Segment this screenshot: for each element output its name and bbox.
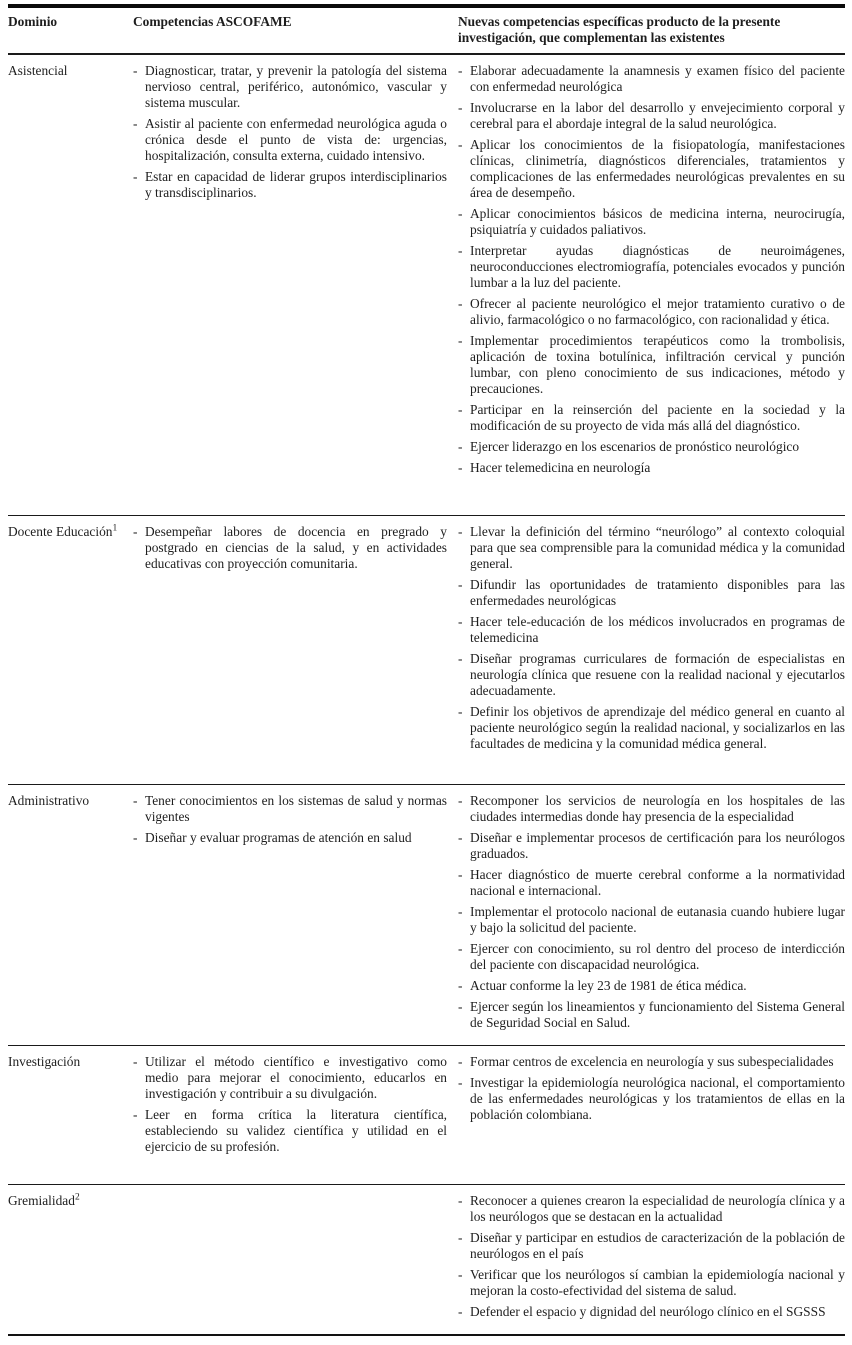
nuevas-cell-investigacion bbox=[447, 1054, 845, 1178]
domain-cell-asistencial bbox=[8, 63, 133, 509]
domain-cell-docente-educacion bbox=[8, 524, 133, 778]
nuevas-cell-gremialidad bbox=[447, 1193, 845, 1324]
header-dominio: Dominio bbox=[8, 14, 58, 29]
competency-item: - Investigar la epidemiología neurológica nacional, el comportamiento de las enfermedades neurológicas y los tratamientos de ellas en la población colombiana. bbox=[458, 1075, 845, 1123]
competency-item: - Elaborar adecuadamente la anamnesis y examen físico del paciente con enfermedad neurológica bbox=[458, 63, 845, 95]
competency-item: - Implementar el protocolo nacional de eutanasia cuando hubiere lugar y bajo la solicitud del paciente. bbox=[458, 904, 845, 936]
table-row-investigacion bbox=[8, 1045, 845, 1184]
domain-cell-investigacion bbox=[8, 1054, 133, 1178]
nuevas-cell-docente-educacion bbox=[447, 524, 845, 778]
competency-item: - Formar centros de excelencia en neurología y sus subespecialidades bbox=[458, 1054, 845, 1070]
domain-cell-gremialidad bbox=[8, 1193, 133, 1324]
competency-item: - Hacer diagnóstico de muerte cerebral conforme a la normatividad nacional e internacional. bbox=[458, 867, 845, 899]
competency-item: - Participar en la reinserción del paciente en la sociedad y la modificación de su proyecto de vida más allá del diagnóstico. bbox=[458, 402, 845, 434]
competency-item: - Diseñar programas curriculares de formación de especialistas en neurología clínica que resuene con la realidad nacional y ejecutarlos adecuadamente. bbox=[458, 651, 845, 699]
domain-label: Investigación bbox=[8, 1054, 81, 1069]
competency-item: - Estar en capacidad de liderar grupos interdisciplinarios y transdisciplinarios. bbox=[133, 169, 447, 201]
competency-item: - Implementar procedimientos terapéuticos como la trombolisis, aplicación de toxina botulínica, infiltración cervical y punción lumbar, con pleno conocimiento de sus indicaciones, método y precauciones. bbox=[458, 333, 845, 397]
competency-item: - Ejercer según los lineamientos y funcionamiento del Sistema General de Seguridad Social en Salud. bbox=[458, 999, 845, 1031]
competency-item: - Difundir las oportunidades de tratamiento disponibles para las enfermedades neurológicas bbox=[458, 577, 845, 609]
ascofame-cell-docente-educacion bbox=[133, 524, 447, 778]
header-nuevas-competencias: Nuevas competencias específicas producto de la presente investigación, que complementan las existentes bbox=[458, 14, 781, 45]
competency-item: - Tener conocimientos en los sistemas de salud y normas vigentes bbox=[133, 793, 447, 825]
competency-item: - Diseñar y participar en estudios de caracterización de la población de neurólogos en el país bbox=[458, 1230, 845, 1262]
competencies-table bbox=[8, 4, 845, 1330]
competency-item: - Recomponer los servicios de neurología en los hospitales de las ciudades intermedias donde hay presencia de la especialidad bbox=[458, 793, 845, 825]
ascofame-cell-asistencial bbox=[133, 63, 447, 509]
competency-item: - Ofrecer al paciente neurológico el mejor tratamiento curativo o de alivio, farmacológico o no farmacológico, con racionalidad y ética. bbox=[458, 296, 845, 328]
domain-cell-administrativo bbox=[8, 793, 133, 1039]
nuevas-cell-asistencial bbox=[447, 63, 845, 509]
competency-item: - Diseñar y evaluar programas de atención en salud bbox=[133, 830, 447, 846]
competency-item: - Verificar que los neurólogos sí cambian la epidemiología nacional y mejoran la costo-efectividad del sistema de salud. bbox=[458, 1267, 845, 1299]
competency-item: - Interpretar ayudas diagnósticas de neuroimágenes, neuroconducciones electromiografía, potenciales evocados y punción lumbar a la luz del paciente. bbox=[458, 243, 845, 291]
table-row-docente-educacion bbox=[8, 515, 845, 784]
table-row-asistencial bbox=[8, 54, 845, 515]
competency-item: - Hacer telemedicina en neurología bbox=[458, 460, 845, 476]
domain-label: Docente Educación bbox=[8, 524, 113, 539]
competency-item: - Hacer tele-educación de los médicos involucrados en programas de telemedicina bbox=[458, 614, 845, 646]
ascofame-cell-gremialidad bbox=[133, 1193, 447, 1324]
competency-item: - Diseñar e implementar procesos de certificación para los neurólogos graduados. bbox=[458, 830, 845, 862]
footnote-marker-2: 2 bbox=[74, 1192, 80, 1203]
header-competencias-ascofame: Competencias ASCOFAME bbox=[133, 14, 292, 29]
competency-item: - Asistir al paciente con enfermedad neurológica aguda o crónica desde el punto de vista de: urgencias, hospitalización, consulta externa, cuidado intensivo. bbox=[133, 116, 447, 164]
domain-label: Asistencial bbox=[8, 63, 68, 78]
competency-item: - Actuar conforme la ley 23 de 1981 de ética médica. bbox=[458, 978, 845, 994]
competency-item: - Desempeñar labores de docencia en pregrado y postgrado en ciencias de la salud, y en actividades educativas con proyección comunitaria. bbox=[133, 524, 447, 572]
domain-label: Administrativo bbox=[8, 793, 90, 808]
competency-item: - Aplicar conocimientos básicos de medicina interna, neurocirugía, psiquiatría y cuidados paliativos. bbox=[458, 206, 845, 238]
footnote-marker-1: 1 bbox=[112, 523, 118, 534]
competency-item: - Llevar la definición del término “neurólogo” al contexto coloquial para que sea comprensible para la comunidad médica y la comunidad general. bbox=[458, 524, 845, 572]
table-bottom-rule bbox=[8, 1334, 845, 1336]
table-row-administrativo bbox=[8, 784, 845, 1045]
competency-item: - Diagnosticar, tratar, y prevenir la patología del sistema nervioso central, periférico, autonómico, vascular y sistema muscular. bbox=[133, 63, 447, 111]
ascofame-cell-investigacion bbox=[133, 1054, 447, 1178]
competency-item: - Defender el espacio y dignidad del neurólogo clínico en el SGSSS bbox=[458, 1304, 845, 1320]
ascofame-cell-administrativo bbox=[133, 793, 447, 1039]
table-header-row bbox=[8, 4, 845, 54]
competency-item: - Involucrarse en la labor del desarrollo y envejecimiento corporal y cerebral para el abordaje integral de la salud neurológica. bbox=[458, 100, 845, 132]
competency-item: - Aplicar los conocimientos de la fisiopatología, manifestaciones clínicas, clinimetría, diagnósticos diferenciales, tratamientos y complicaciones de las enfermedades neurológicas prevalentes en su área de desempeño. bbox=[458, 137, 845, 201]
competency-item: - Utilizar el método científico e investigativo como medio para mejorar el conocimiento, educarlos en investigación y contribuir a su divulgación. bbox=[133, 1054, 447, 1102]
nuevas-cell-administrativo bbox=[447, 793, 845, 1039]
competency-item: - Ejercer con conocimiento, su rol dentro del proceso de interdicción del paciente con discapacidad neurológica. bbox=[458, 941, 845, 973]
domain-label: Gremialidad bbox=[8, 1193, 75, 1208]
competency-item: - Leer en forma crítica la literatura científica, estableciendo su validez científica y utilidad en el ejercicio de su profesión. bbox=[133, 1107, 447, 1155]
competency-item: - Definir los objetivos de aprendizaje del médico general en cuanto al paciente neurológico según la realidad nacional, y socializarlos en las facultades de medicina y la comunidad médica general. bbox=[458, 704, 845, 752]
table-row-gremialidad bbox=[8, 1184, 845, 1330]
competency-item: - Ejercer liderazgo en los escenarios de pronóstico neurológico bbox=[458, 439, 845, 455]
competency-item: - Reconocer a quienes crearon la especialidad de neurología clínica y a los neurólogos que se destacan en la actualidad bbox=[458, 1193, 845, 1225]
